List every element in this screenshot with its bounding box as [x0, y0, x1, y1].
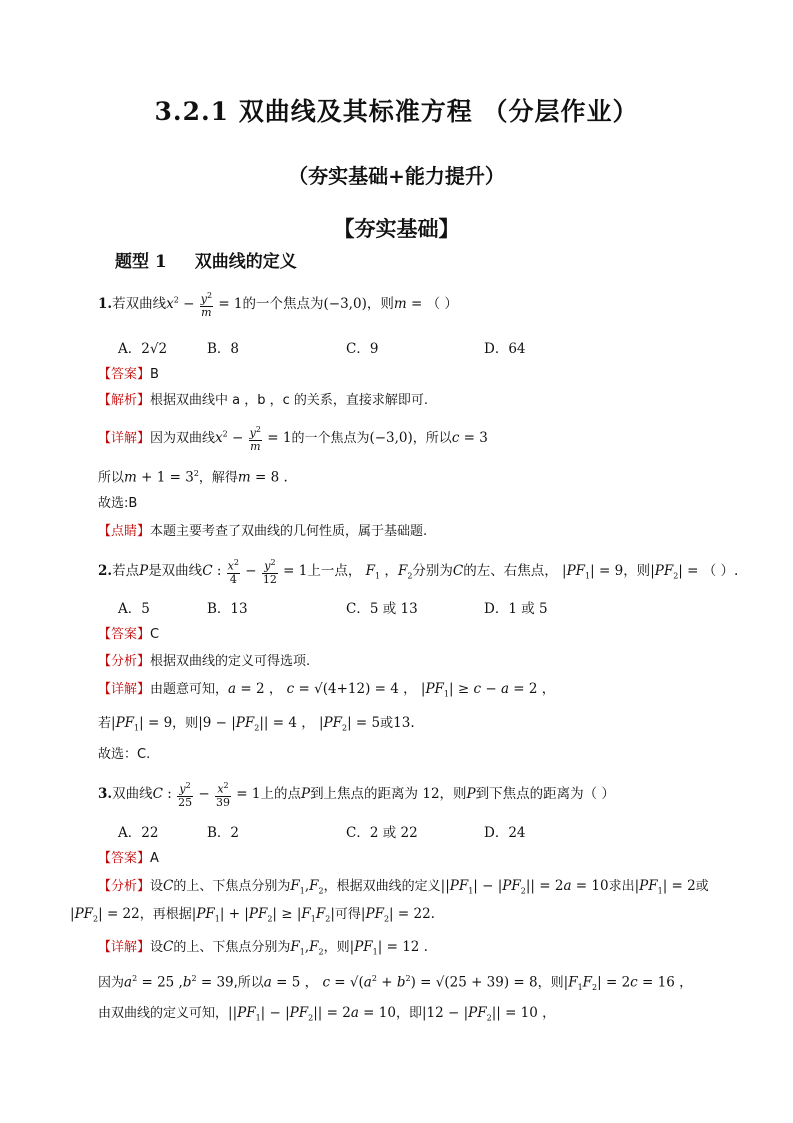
question-1-choice: 故选:B	[98, 496, 138, 511]
question-3-analysis-line-2: $|PF_2| = 22$，再根据$|PF_1| + |PF_2| \ge |F_1F_2|$可得$|PF_2| = 22$.	[70, 906, 435, 924]
question-2-analysis: 【分析】根据双曲线的定义可得选项.	[98, 654, 311, 669]
question-2-option-d[interactable]: D．1 或 5	[484, 601, 548, 617]
question-1-option-d[interactable]: D．64	[484, 341, 526, 357]
question-3-detail-line-3: 由双曲线的定义可知，$||PF_1| - |PF_2|| = 2a = 10$，即$|12 - |PF_2|| = 10$ ，	[98, 1005, 556, 1023]
question-2-detail: 【详解】由题意可知，a = 2 ， c = √(4+12) = 4 ， $|PF_1| \ge c - a = 2$ ，	[98, 681, 556, 699]
question-1-detail: 【详解】因为双曲线$x^2$ − $\frac{y^2}{m}$ = 1的一个焦点为(−3,0)，所以c = 3	[98, 425, 488, 453]
question-1-stem: 1.若双曲线$x^2$ − $\frac{y^2}{m}$ = 1的一个焦点为(−3,0)，则m = （ ）	[98, 291, 458, 319]
question-type-name: 双曲线的定义	[194, 252, 297, 272]
question-2-answer: 【答案】C	[98, 627, 160, 642]
question-2-choice: 故选：C.	[98, 747, 151, 762]
question-2-option-c[interactable]: C．5 或 13	[346, 601, 418, 617]
question-1-option-b[interactable]: B．8	[207, 341, 240, 357]
question-1-answer: 【答案】B	[98, 367, 159, 382]
question-3-detail: 【详解】设C的上、下焦点分别为$F_1,F_2$，则$|PF_1| = 12$ .	[98, 939, 428, 957]
question-2-stem: 2.若点P是双曲线C : $\frac{x^2}{4}$ − $\frac{y^2}{12}$ = 1上一点， $F_1$ ，$F_2$分别为C的左、右焦点， $|PF_1| = 9$，则$|PF_2|$ = （ ）.	[98, 558, 739, 586]
question-type-label: 题型 1	[115, 252, 167, 272]
page-subtitle: （夯实基础+能力提升）	[288, 164, 505, 188]
question-2-detail-line-2: 若$|PF_1| = 9$，则$|9 - |PF_2|| = 4$ ， $|PF_2| = 5$或13.	[98, 715, 415, 733]
question-type-heading	[115, 247, 297, 272]
question-3-option-d[interactable]: D．24	[484, 825, 526, 841]
question-3-option-a[interactable]: A．22	[118, 825, 159, 841]
question-1-detail-line-2: 所以$m + 1 = 3^2$，解得m = 8 .	[98, 469, 288, 486]
question-1-analysis: 【解析】根据双曲线中 a ，b ，c 的关系，直接求解即可.	[98, 393, 429, 408]
page-title: 3.2.1 双曲线及其标准方程 （分层作业）	[154, 97, 639, 126]
question-1-option-a[interactable]: A．2√2	[118, 341, 168, 357]
question-1-comment: 【点睛】本题主要考查了双曲线的几何性质，属于基础题.	[98, 524, 428, 539]
question-3-analysis: 【分析】设C的上、下焦点分别为$F_1,F_2$，根据双曲线的定义$||PF_1| - |PF_2|| = 2a = 10$求出$|PF_1| = 2$或	[98, 878, 709, 896]
question-1-option-c[interactable]: C．9	[346, 341, 379, 357]
section-heading: 【夯实基础】	[333, 216, 460, 241]
question-2-option-a[interactable]: A．5	[118, 601, 150, 617]
question-3-stem: 3.双曲线C : $\frac{y^2}{25}$ − $\frac{x^2}{39}$ = 1上的点P到上焦点的距离为 12，则P到下焦点的距离为（ ）	[98, 781, 615, 809]
question-3-option-c[interactable]: C．2 或 22	[346, 825, 418, 841]
question-3-option-b[interactable]: B．2	[207, 825, 240, 841]
question-2-option-b[interactable]: B．13	[207, 601, 248, 617]
question-3-answer: 【答案】A	[98, 851, 159, 866]
question-3-detail-line-2: 因为$a^2 = 25$ $,b^2 = 39$,所以a = 5 ， $c = √(a^2 + b^2) = √(25 + 39) = 8$，则$|F_1F_2| = 2c = 16$ ，	[98, 974, 693, 993]
